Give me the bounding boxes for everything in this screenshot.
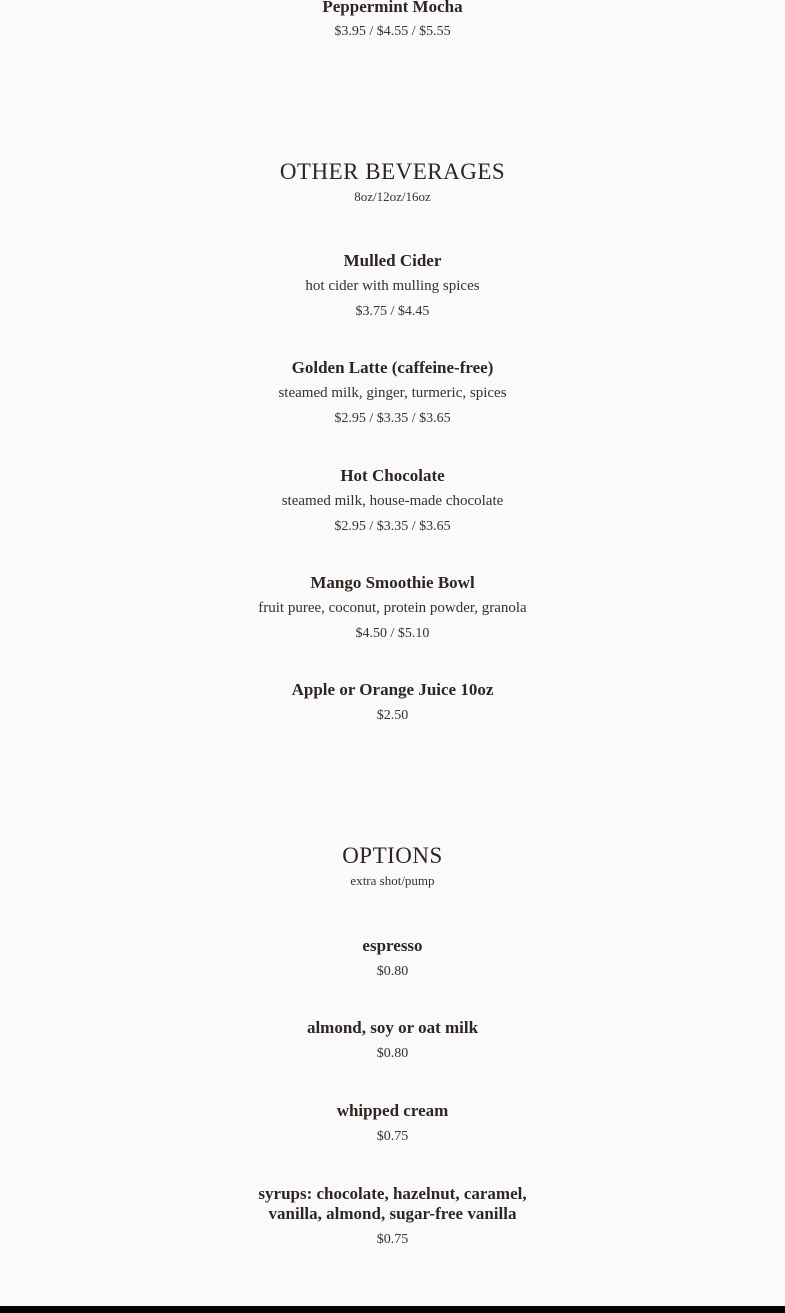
item-description: hot cider with mulling spices bbox=[305, 278, 480, 294]
menu-item-whipped-cream bbox=[0, 1101, 785, 1146]
item-description: steamed milk, house-made chocolate bbox=[281, 493, 504, 509]
item-price: $0.75 bbox=[376, 1129, 409, 1144]
section-title: OTHER BEVERAGES bbox=[279, 159, 506, 184]
item-price: $3.75 / $4.45 bbox=[355, 304, 430, 319]
section-subtitle: extra shot/pump bbox=[350, 873, 435, 888]
item-name: Mulled Cider bbox=[343, 251, 442, 270]
item-name: Mango Smoothie Bowl bbox=[310, 573, 475, 592]
item-price: $0.80 bbox=[376, 964, 409, 979]
item-name-line-1: syrups: chocolate, hazelnut, caramel, bbox=[258, 1184, 527, 1203]
menu-item-golden-latte bbox=[0, 358, 785, 428]
section-title: OPTIONS bbox=[342, 843, 443, 868]
item-name: espresso bbox=[362, 936, 423, 955]
menu-item-alt-milk bbox=[0, 1018, 785, 1063]
item-price: $2.95 / $3.35 / $3.65 bbox=[334, 411, 451, 426]
item-name: whipped cream bbox=[336, 1101, 449, 1120]
item-price: $4.50 / $5.10 bbox=[355, 626, 430, 641]
menu-item-espresso bbox=[0, 936, 785, 981]
menu-item-mulled-cider bbox=[0, 251, 785, 321]
item-name: Hot Chocolate bbox=[340, 466, 445, 485]
item-price: $2.50 bbox=[376, 708, 409, 723]
item-price: $3.95 / $4.55 / $5.55 bbox=[334, 24, 451, 39]
item-price: $0.80 bbox=[376, 1046, 409, 1061]
menu-item-mango-smoothie-bowl bbox=[0, 573, 785, 643]
menu-item-syrups bbox=[0, 1184, 785, 1249]
item-price: $0.75 bbox=[376, 1232, 409, 1247]
item-name: Peppermint Mocha bbox=[322, 0, 463, 16]
item-description: steamed milk, ginger, turmeric, spices bbox=[278, 385, 507, 401]
section-header-options bbox=[0, 842, 785, 889]
item-price: $2.95 / $3.35 / $3.65 bbox=[334, 519, 451, 534]
item-description: fruit puree, coconut, protein powder, granola bbox=[258, 600, 527, 616]
menu-item-hot-chocolate bbox=[0, 466, 785, 536]
item-name: Apple or Orange Juice 10oz bbox=[291, 680, 494, 699]
menu-item-peppermint-mocha bbox=[0, 0, 785, 41]
menu-item-juice bbox=[0, 680, 785, 725]
section-subtitle: 8oz/12oz/16oz bbox=[354, 189, 431, 204]
section-header-other-beverages bbox=[0, 158, 785, 205]
item-name: almond, soy or oat milk bbox=[306, 1018, 479, 1037]
item-name-line-2: vanilla, almond, sugar-free vanilla bbox=[268, 1204, 517, 1223]
item-name: Golden Latte (caffeine-free) bbox=[291, 358, 494, 377]
bottom-divider-bar bbox=[0, 1306, 785, 1313]
